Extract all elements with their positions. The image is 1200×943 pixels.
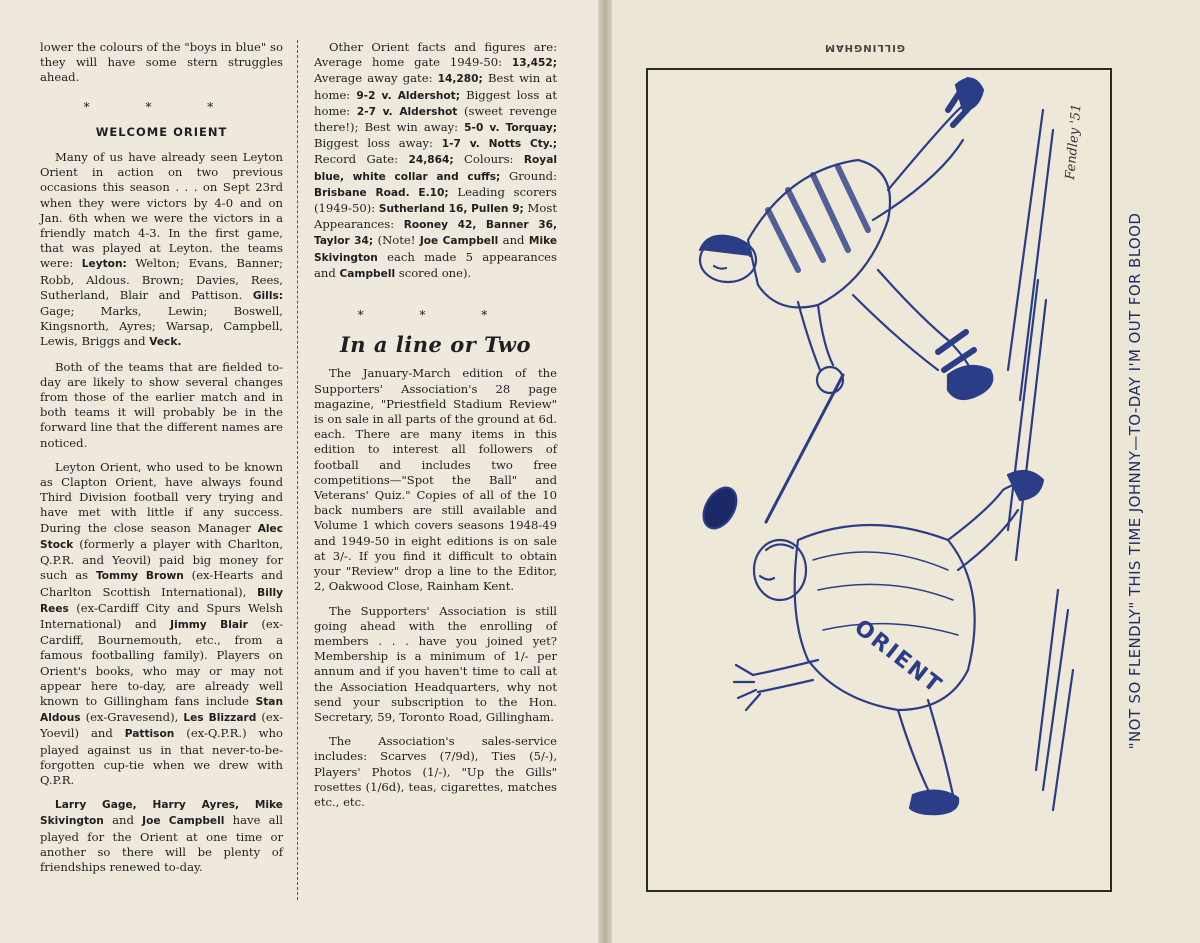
jersey-lettering: ORIENT (849, 615, 947, 699)
page-gutter (598, 0, 612, 943)
review-paragraph: The January-March edition of the Supporters' Association's 28 page magazine, "Priestfield Stadium Review" is on sale in all parts of the ground at 6d. each. There are many items in this edition to interest all followers of football and includes two free competitions—"Spot the Ball" and Veterans' Quiz." Copies of all of the 10 back numbers are still available and Volume 1 which covers seasons 1948-49 and 1949-50 in eight editions is on sale at 3/-. If you find it difficult to obtain your "Review" drop a line to the Editor, 2, Oakwood Close, Rainham Kent. (314, 366, 557, 594)
cartoon-caption-text: "NOT SO FLENDLY" THIS TIME JOHNNY—TO-DAY I'M OUT FOR BLOOD (1126, 212, 1144, 750)
welcome-heading: WELCOME ORIENT (95, 124, 228, 139)
cartoon-header: GILLINGHAM (824, 42, 906, 53)
in-a-line-heading: In a line or Two (339, 332, 531, 358)
changes-paragraph: Both of the teams that are fielded to-day are likely to show several changes from those of the earlier match and in both teams it will probably be in the forward line that the different names are noticed. (40, 359, 283, 450)
left-column (40, 40, 283, 884)
artist-signature: Fendley '51 (1063, 103, 1085, 181)
speed-line (1008, 110, 1043, 370)
middle-column (314, 40, 557, 819)
teams-paragraph: Many of us have already seen Leyton Orient in action on two previous occasions this season . . . on Sept 23rd when they were victors by 4-0 and on Jan. 6th when we were the victors in a friendly match 4-3. In the first game, that was played at Leyton. the teams were: Leyton: Welton; Evans, Banner; Robb, Aldous. Brown; Davies, Rees, Sutherland, Blair and Pattison. Gills: Gage; Marks, Lewin; Boswell, Kingsnorth, Ayres; Warsap, Campbell, Lewis, Briggs and Veck. (40, 150, 283, 349)
section-stars: * * * (83, 99, 240, 114)
section-stars-2: * * * (357, 308, 514, 323)
facts-paragraph: Other Orient facts and figures are: Average home gate 1949-50: 13,452; Average away gate: 14,280; Best win at home: 9-2 v. Aldershot; Biggest loss at home: 2-7 v. Aldershot (sweet revenge there!); Best win away: 5-0 v. Torquay; Biggest loss away: 1-7 v. Notts Cty.; Record Gate: 24,864; Colours: Royal blue, white collar and cuffs; Ground: Brisbane Road. E.10; Leading scorers (1949-50): Sutherland 16, Pullen 9; Most Appearances: Rooney 42, Banner 36, Taylor 34; (Note! Joe Campbell and Mike Skivington each made 5 appearances and Campbell scored one). (314, 40, 558, 280)
orient-history-paragraph: Leyton Orient, who used to be known as Clapton Orient, have always found Third Division football very trying and have met with little if any success. During the close season Manager Alec Stock (formerly a player with Charlton, Q.P.R. and Yeovil) paid big money for such as Tommy Brown (ex-Hearts and Charlton Scottish International), Billy Rees (ex-Cardiff City and Spurs Welsh International) and Jimmy Blair (ex-Cardiff, Bournemouth, etc., from a famous footballing family). Players on Orient's books, who may or may not appear here to-day, are already well known to Gillingham fans include Stan Aldous (ex-Gravesend), Les Blizzard (ex-Yoevil) and Pattison (ex-Q.P.R.) who played against us in that never-to-be-forgotten cup-tie when we drew with Q.P.R. (40, 459, 283, 787)
column-divider (297, 40, 298, 900)
sales-paragraph: The Association's sales-service includes: Scarves (7/9d), Ties (5/-), Players' Photos (1/-), "Up the Gills" rosettes (1/6d), teas, cigarettes, matches etc., etc. (314, 734, 557, 809)
gillingham-player (697, 79, 992, 534)
cartoon-caption (1126, 86, 1144, 876)
membership-paragraph: The Supporters' Association is still going ahead with the enrolling of members . . . have you joined yet? Membership is a minimum of 1/- per annum and if you haven't time to call at the Association Headquarters, why not send your subscription to the Hon. Secretary, 59, Toronto Road, Gillingham. (314, 603, 557, 724)
intro-paragraph: lower the colours of the "boys in blue" so they will have some stern struggles ahead. (40, 40, 283, 85)
former-players-paragraph: Larry Gage, Harry Ayres, Mike Skivington and Joe Campbell have all played for the Orient at one time or another so there will be plenty of friendships renewed to-day. (40, 799, 283, 874)
speed-line (1020, 130, 1053, 400)
cartoon-illustration (648, 70, 1106, 886)
